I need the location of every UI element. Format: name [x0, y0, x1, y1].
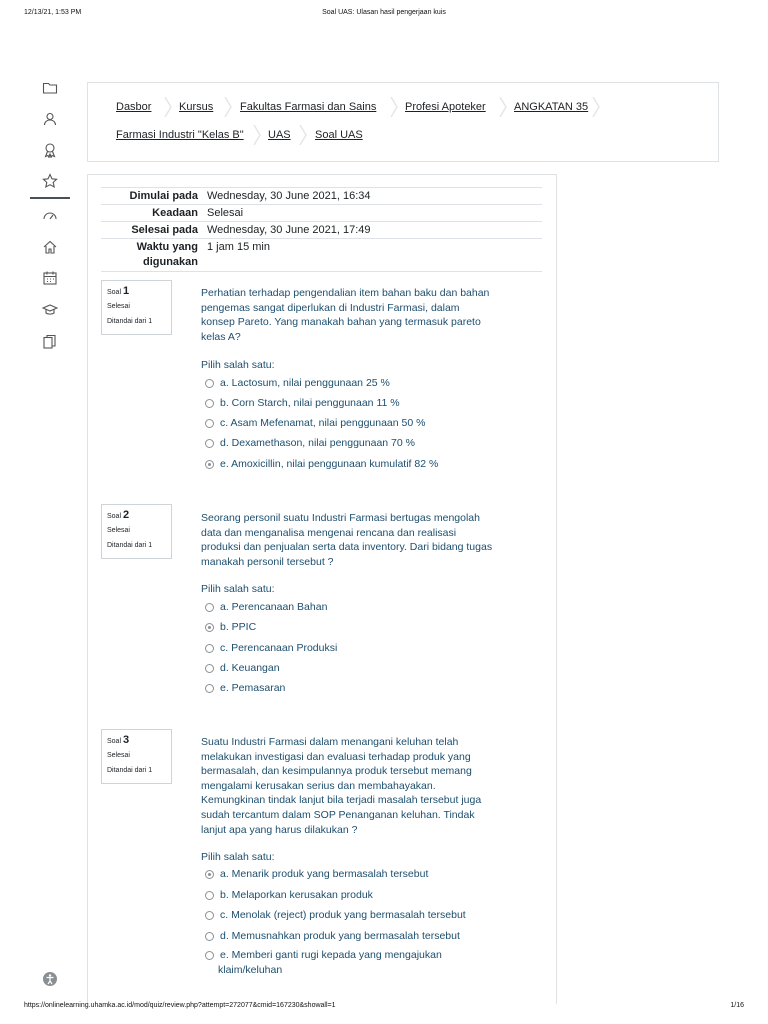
question-text	[201, 286, 531, 344]
question-text-line: manakah personil tersebut ?	[201, 555, 334, 568]
summary-label: Dimulai pada	[129, 190, 198, 202]
question-text-line: Suatu Industri Farmasi dalam menangani keluhan telah	[201, 736, 459, 748]
home-icon[interactable]	[42, 239, 58, 255]
answer-option[interactable]: e. Memberi ganti rugi kepada yang mengajukan klaim/keluhan	[205, 948, 525, 978]
question-number: Soal 2	[107, 509, 130, 521]
question-text-line: lanjut apa yang harus dilakukan ?	[201, 823, 358, 836]
radio-button[interactable]	[205, 951, 214, 960]
question-number: Soal 1	[107, 285, 130, 297]
breadcrumb-link-angkatan[interactable]: ANGKATAN 35	[514, 101, 589, 113]
question-info	[101, 729, 172, 784]
question-state: Selesai	[107, 303, 130, 310]
answer-prompt: Pilih salah satu:	[201, 359, 275, 371]
question-number: Soal 3	[107, 734, 130, 746]
question-text-line: kelas A?	[201, 330, 241, 343]
answer-prompt: Pilih salah satu:	[201, 851, 275, 863]
files-icon[interactable]	[42, 334, 58, 350]
nav-divider	[30, 197, 70, 199]
question-text-line: pengemas sangat diperlukan di Industri Farmasi, dalam	[201, 301, 460, 314]
question-text-line: Kemungkinan tindak lanjut bila terjadi masalah tersebut juga	[201, 794, 482, 807]
summary-row-state	[101, 204, 542, 222]
print-page-number: 1/16	[730, 1002, 744, 1009]
breadcrumb-separator	[592, 97, 600, 117]
breadcrumb	[87, 82, 719, 162]
breadcrumb-separator	[299, 125, 307, 145]
breadcrumb-separator	[224, 97, 232, 117]
question-grade: Ditandai dari 1	[107, 767, 153, 774]
question-text-line: Seorang personil suatu Industri Farmasi bertugas mengolah	[201, 512, 480, 524]
print-header	[0, 9, 768, 23]
radio-button[interactable]	[205, 603, 214, 612]
breadcrumb-link-uas[interactable]: UAS	[268, 129, 291, 141]
radio-button[interactable]	[205, 644, 214, 653]
breadcrumb-link-soal-uas[interactable]: Soal UAS	[315, 129, 363, 141]
question-state: Selesai	[107, 752, 130, 759]
print-footer	[0, 1002, 768, 1016]
radio-button[interactable]	[205, 419, 214, 428]
badge-icon[interactable]	[42, 142, 58, 158]
summary-row-completed	[101, 221, 542, 239]
radio-button[interactable]	[205, 911, 214, 920]
radio-button[interactable]	[205, 379, 214, 388]
radio-button[interactable]	[205, 439, 214, 448]
breadcrumb-link-profesi[interactable]: Profesi Apoteker	[405, 101, 486, 113]
breadcrumb-link-fakultas[interactable]: Fakultas Farmasi dan Sains	[240, 101, 377, 113]
summary-value: 1 jam 15 min	[207, 241, 270, 253]
question-info	[101, 504, 172, 559]
accessibility-icon[interactable]	[42, 971, 58, 987]
dashboard-icon[interactable]	[42, 208, 58, 224]
print-datetime: 12/13/21, 1:53 PM	[24, 9, 82, 16]
summary-value: Wednesday, 30 June 2021, 16:34	[207, 190, 371, 202]
print-url: https://onlinelearning.uhamka.ac.id/mod/quiz/review.php?attempt=272077&cmid=167230&showall=1	[24, 1002, 336, 1009]
question-text-line: mengalami kerusakan serius dan membahayakan.	[201, 779, 436, 792]
breadcrumb-separator	[390, 97, 398, 117]
folder-icon[interactable]	[42, 80, 58, 96]
breadcrumb-link-course[interactable]: Farmasi Industri "Kelas B"	[116, 129, 244, 141]
radio-button[interactable]	[205, 684, 214, 693]
question-state: Selesai	[107, 527, 130, 534]
question-text-line: bermasalah, dan kesimpulannya produk tersebut memang	[201, 765, 472, 778]
question-grade: Ditandai dari 1	[107, 542, 153, 549]
question-text	[201, 735, 531, 837]
question-text-line: konsep Pareto. Yang manakah bahan yang termasuk pareto	[201, 316, 481, 329]
breadcrumb-link-dasbor[interactable]: Dasbor	[116, 101, 152, 113]
radio-button-checked[interactable]	[205, 460, 214, 469]
breadcrumb-separator	[164, 97, 172, 117]
summary-row-time-taken	[101, 238, 542, 272]
summary-label: digunakan	[142, 256, 198, 268]
radio-button-checked[interactable]	[205, 623, 214, 632]
radio-button[interactable]	[205, 932, 214, 941]
summary-label: Waktu yang	[136, 241, 198, 253]
breadcrumb-separator	[253, 125, 261, 145]
graduation-cap-icon[interactable]	[42, 302, 58, 318]
question-grade: Ditandai dari 1	[107, 318, 153, 325]
summary-label: Selesai pada	[131, 224, 198, 236]
participants-icon[interactable]	[42, 111, 58, 127]
question-text-line: Perhatian terhadap pengendalian item bahan baku dan bahan	[201, 287, 490, 299]
summary-label: Keadaan	[152, 207, 198, 219]
question-text	[201, 511, 531, 569]
summary-row-started	[101, 187, 542, 205]
breadcrumb-link-kursus[interactable]: Kursus	[179, 101, 214, 113]
question-info	[101, 280, 172, 335]
answer-prompt: Pilih salah satu:	[201, 583, 275, 595]
summary-value: Wednesday, 30 June 2021, 17:49	[207, 224, 371, 236]
question-text-line: sudah tercantum dalam SOP Penanganan keluhan. Tindak	[201, 808, 475, 821]
radio-button[interactable]	[205, 891, 214, 900]
summary-value: Selesai	[207, 207, 244, 219]
question-text-line: melakukan investigasi dan evaluasi terhadap produk yang	[201, 750, 471, 763]
breadcrumb-separator	[499, 97, 507, 117]
star-icon[interactable]	[42, 173, 58, 189]
print-doc-title: Soal UAS: Ulasan hasil pengerjaan kuis	[322, 9, 446, 16]
radio-button[interactable]	[205, 399, 214, 408]
radio-button[interactable]	[205, 664, 214, 673]
radio-button-checked[interactable]	[205, 870, 214, 879]
question-text-line: produksi dan penjualan serta data inventory. Dari bidang tugas	[201, 541, 493, 554]
calendar-icon[interactable]	[42, 270, 58, 286]
question-text-line: data dan menganalisa mengenai rencana dan realisasi	[201, 526, 457, 539]
